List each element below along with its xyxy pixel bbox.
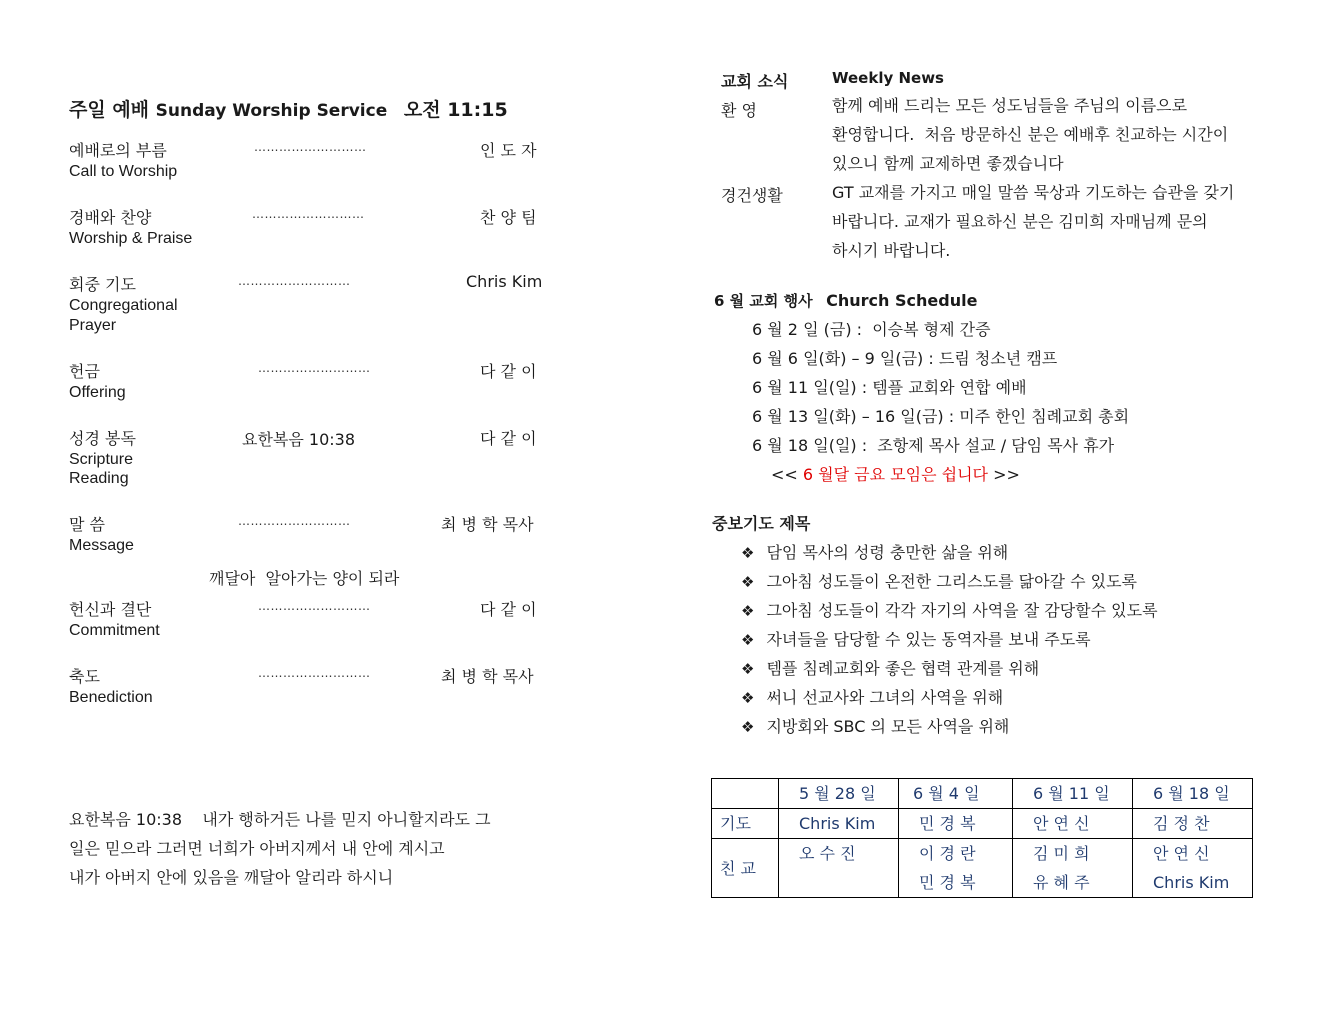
welcome-text xyxy=(832,91,1228,178)
order-dots: ……………………… xyxy=(238,514,351,528)
devotion-line: 하시기 바랍니다. xyxy=(832,241,951,260)
cell-name: Chris Kim xyxy=(1153,873,1230,892)
cell-name: 유 혜 주 xyxy=(1033,873,1090,892)
table-cell xyxy=(1013,839,1133,898)
order-item-scripture-leader: 다 같 이 xyxy=(480,429,537,448)
service-time: 오전 11:15 xyxy=(403,99,508,121)
prayer-item-text: 자녀들을 담당할 수 있는 동역자를 보내 주도록 xyxy=(766,630,1091,649)
table-date-cell xyxy=(899,779,1013,809)
verse-line-3: 내가 아버지 안에 있음을 깨달아 알리라 하시니 xyxy=(69,868,394,887)
order-dots: ……………………… xyxy=(254,140,367,154)
schedule-event: 6 월 11 일(일) : 템플 교회와 연합 예배 xyxy=(752,378,1027,397)
order-dots: ……………………… xyxy=(258,666,371,680)
order-item-scripture-en-1: Scripture xyxy=(69,451,134,468)
service-title-en: Sunday Worship Service xyxy=(155,101,388,121)
service-title xyxy=(69,95,508,122)
diamond-bullet-icon: ❖ xyxy=(741,544,755,562)
prayer-item-text: 담임 목사의 성령 충만한 삶을 위해 xyxy=(766,543,1009,562)
table-date-cell xyxy=(1133,779,1253,809)
fellowship-row-label: 친 교 xyxy=(720,858,756,878)
schedule-event: 6 월 18 일(일) : 조항제 목사 설교 / 담임 목사 휴가 xyxy=(752,436,1115,455)
date-label: 6 월 11 일 xyxy=(1033,784,1110,803)
order-item-commitment-leader: 다 같 이 xyxy=(480,600,537,619)
news-heading-en: Weekly News xyxy=(832,69,944,87)
prayer-item xyxy=(741,569,1137,592)
order-item-message-leader: 최 병 학 목사 xyxy=(441,515,534,534)
order-item-scripture-ko: 성경 봉독 xyxy=(69,429,136,448)
order-item-benediction-ko: 축도 xyxy=(69,667,100,686)
prayer-item-text: 지방회와 SBC 의 모든 사역을 위해 xyxy=(766,717,1010,736)
prayer-item xyxy=(741,598,1158,621)
diamond-bullet-icon: ❖ xyxy=(741,689,755,707)
table-date-cell xyxy=(1013,779,1133,809)
diamond-bullet-icon: ❖ xyxy=(741,631,755,649)
order-item-message-en: Message xyxy=(69,537,134,554)
order-item-commitment-ko: 헌신과 결단 xyxy=(69,600,152,619)
prayer-item xyxy=(741,656,1039,679)
service-title-ko: 주일 예배 xyxy=(69,99,150,121)
devotion-line: GT 교재를 가지고 매일 말씀 묵상과 기도하는 습관을 갖기 xyxy=(832,183,1235,202)
order-item-call-ko: 예배로의 부름 xyxy=(69,141,167,160)
notice-text: 6 월달 금요 모임은 쉽니다 xyxy=(802,465,988,484)
welcome-line: 있으니 함께 교제하면 좋겠습니다 xyxy=(832,154,1064,173)
duty-table xyxy=(711,778,1253,898)
date-label: 6 월 4 일 xyxy=(913,784,980,803)
order-dots: ……………………… xyxy=(258,599,371,613)
diamond-bullet-icon: ❖ xyxy=(741,602,755,620)
order-item-call-en: Call to Worship xyxy=(69,163,178,180)
cell-name: 안 연 신 xyxy=(1153,844,1210,863)
cell-name: 김 정 찬 xyxy=(1153,814,1210,833)
cell-name: Chris Kim xyxy=(799,814,876,833)
welcome-label: 환 영 xyxy=(721,101,757,120)
prayer-item xyxy=(741,685,1003,708)
table-row xyxy=(712,809,1253,839)
notice-open: << xyxy=(771,465,798,484)
order-item-benediction-en: Benediction xyxy=(69,689,153,706)
order-dots: ……………………… xyxy=(252,207,365,221)
notice-close: >> xyxy=(993,465,1020,484)
schedule-event: 6 월 2 일 (금) : 이승복 형제 간증 xyxy=(752,320,991,339)
verse-line-2: 일은 믿으라 그러면 너희가 아버지께서 내 안에 계시고 xyxy=(69,839,445,858)
prayer-item xyxy=(741,540,1008,563)
schedule-event: 6 월 13 일(화) – 16 일(금) : 미주 한인 침례교회 총회 xyxy=(752,407,1130,426)
sermon-title: 깨달아 알아가는 양이 되라 xyxy=(209,569,400,588)
order-item-praise-en: Worship & Praise xyxy=(69,230,193,247)
order-item-scripture-ref: 요한복음 10:38 xyxy=(242,430,356,449)
order-item-prayer-en-1: Congregational xyxy=(69,297,178,314)
schedule-notice xyxy=(771,462,1020,485)
cell-name: 이 경 란 xyxy=(919,844,976,863)
order-item-offering-leader: 다 같 이 xyxy=(480,362,537,381)
cell-name: 오 수 진 xyxy=(799,844,856,863)
order-item-prayer-ko: 회중 기도 xyxy=(69,275,136,294)
devotion-text xyxy=(832,178,1234,265)
order-item-benediction-leader: 최 병 학 목사 xyxy=(441,667,534,686)
diamond-bullet-icon: ❖ xyxy=(741,660,755,678)
order-item-scripture-en-2: Reading xyxy=(69,470,129,487)
devotion-line: 바랍니다. 교재가 필요하신 분은 김미희 자매님께 문의 xyxy=(832,212,1208,231)
row-label xyxy=(712,809,779,839)
prayer-item-text: 그아침 성도들이 각각 자기의 사역을 잘 감당할수 있도록 xyxy=(766,601,1158,620)
schedule-heading xyxy=(714,290,977,311)
order-item-offering-en: Offering xyxy=(69,384,126,401)
order-item-prayer-leader: Chris Kim xyxy=(466,272,543,291)
date-label: 5 월 28 일 xyxy=(799,784,876,803)
cell-name: 민 경 복 xyxy=(919,814,976,833)
prayer-row-label: 기도 xyxy=(720,814,751,833)
devotion-label: 경건생활 xyxy=(721,186,783,205)
table-cell xyxy=(779,839,899,898)
table-cell xyxy=(1133,809,1253,839)
news-heading-ko: 교회 소식 xyxy=(721,72,789,91)
table-date-cell xyxy=(779,779,899,809)
order-item-offering-ko: 헌금 xyxy=(69,362,100,381)
table-cell xyxy=(899,809,1013,839)
table-cell xyxy=(899,839,1013,898)
welcome-line: 함께 예배 드리는 모든 성도님들을 주님의 이름으로 xyxy=(832,96,1188,115)
cell-name xyxy=(799,868,898,897)
order-item-praise-leader: 찬 양 팀 xyxy=(480,208,537,227)
cell-name: 안 연 신 xyxy=(1033,814,1090,833)
welcome-line: 환영합니다. 처음 방문하신 분은 예배후 친교하는 시간이 xyxy=(832,125,1229,144)
table-cell xyxy=(1133,839,1253,898)
schedule-heading-en: Church Schedule xyxy=(826,291,978,310)
prayer-item xyxy=(741,714,1009,737)
order-item-commitment-en: Commitment xyxy=(69,622,160,639)
order-dots: ……………………… xyxy=(238,274,351,288)
order-item-prayer-en-2: Prayer xyxy=(69,317,117,334)
table-header-row xyxy=(712,779,1253,809)
table-cell xyxy=(779,809,899,839)
diamond-bullet-icon: ❖ xyxy=(741,718,755,736)
prayer-item-text: 써니 선교사와 그녀의 사역을 위해 xyxy=(766,688,1004,707)
cell-name: 민 경 복 xyxy=(919,873,976,892)
order-item-message-ko: 말 씀 xyxy=(69,515,105,534)
cell-name: 김 미 희 xyxy=(1033,844,1090,863)
table-cell xyxy=(1013,809,1133,839)
diamond-bullet-icon: ❖ xyxy=(741,573,755,591)
row-label xyxy=(712,839,779,898)
prayer-item-text: 템플 침례교회와 좋은 협력 관계를 위해 xyxy=(766,659,1040,678)
prayer-heading: 중보기도 제목 xyxy=(712,514,811,533)
prayer-item-text: 그아침 성도들이 온전한 그리스도를 닮아갈 수 있도록 xyxy=(766,572,1138,591)
order-dots: ……………………… xyxy=(258,361,371,375)
prayer-item xyxy=(741,627,1091,650)
verse-line-1: 요한복음 10:38 내가 행하거든 나를 믿지 아니할지라도 그 xyxy=(69,810,491,829)
order-item-call-leader: 인 도 자 xyxy=(480,141,537,160)
table-corner-cell xyxy=(712,779,779,809)
order-item-praise-ko: 경배와 찬양 xyxy=(69,208,152,227)
date-label: 6 월 18 일 xyxy=(1153,784,1230,803)
schedule-heading-ko: 6 월 교회 행사 xyxy=(714,292,813,310)
table-row xyxy=(712,839,1253,898)
schedule-event: 6 월 6 일(화) – 9 일(금) : 드림 청소년 캠프 xyxy=(752,349,1058,368)
